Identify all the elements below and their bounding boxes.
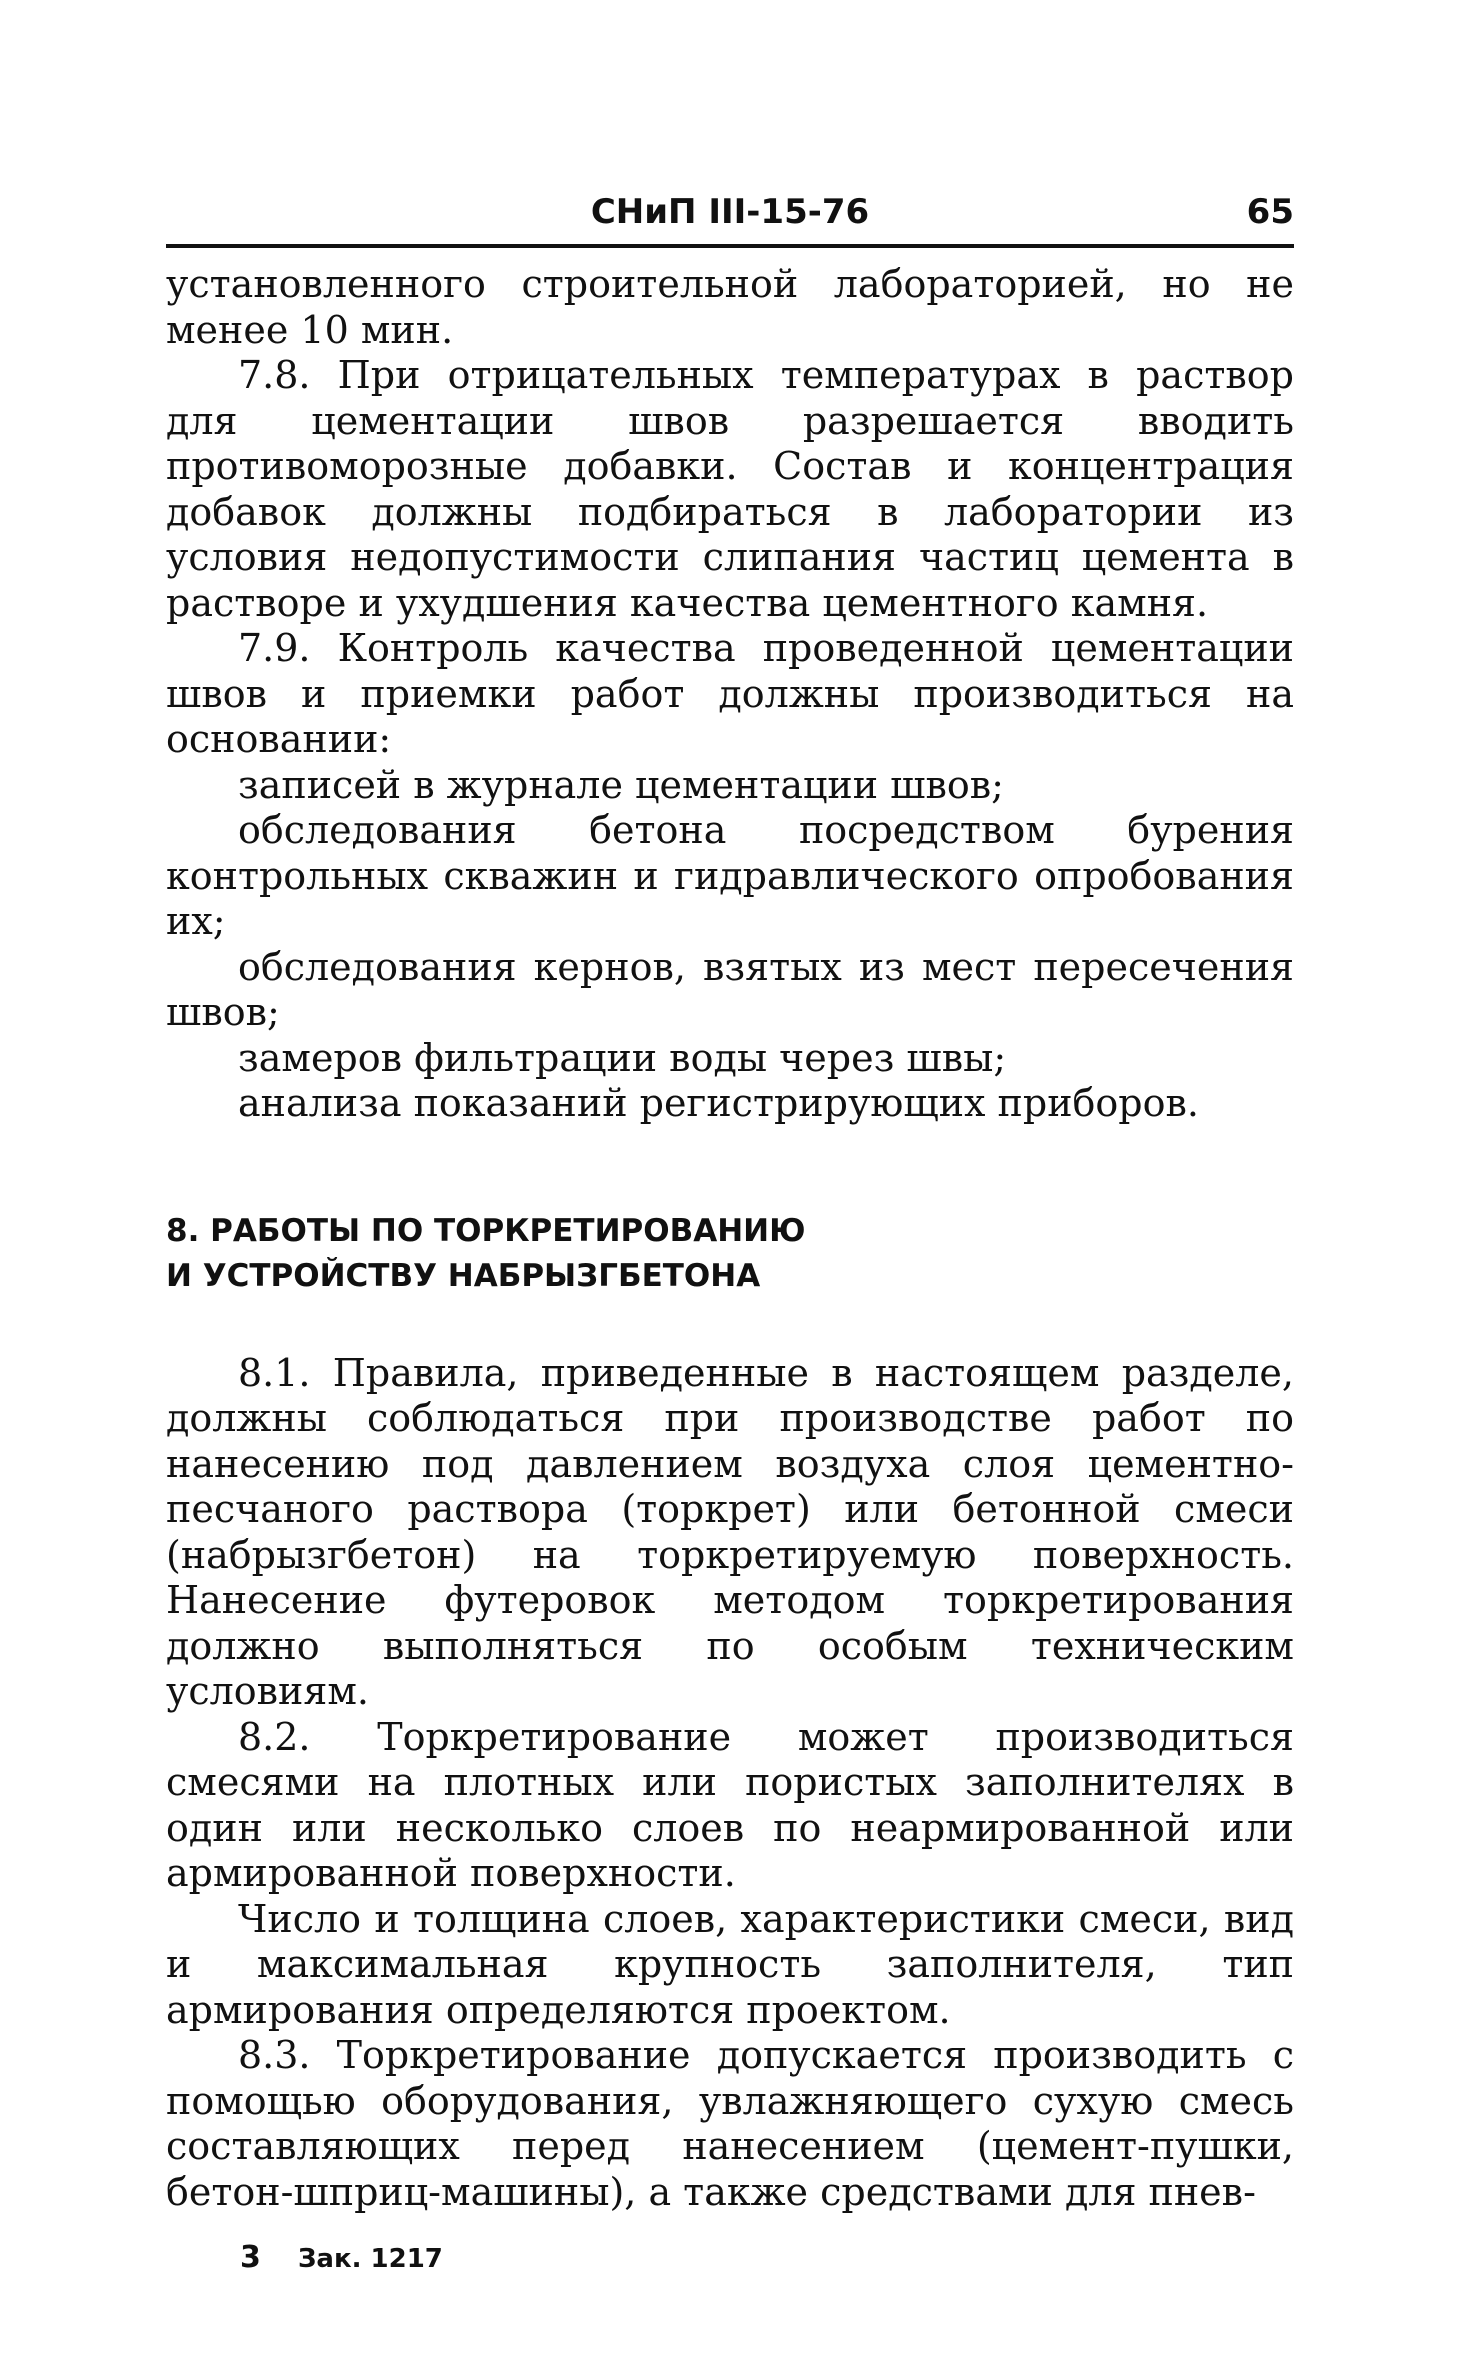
paragraph-8-2: 8.2. Торкретирование может производиться смесями на плотных или пористых заполнителях в один или несколько слоев по неармированной или армированной поверхности.: [166, 1714, 1294, 1895]
paragraph-8-2-continued: Число и толщина слоев, характеристики смеси, вид и максимальная крупность заполнителя, тип армирования определяются проектом.: [166, 1896, 1294, 2032]
section-heading-line: И УСТРОЙСТВУ НАБРЫЗГБЕТОНА: [166, 1257, 761, 1294]
list-item: обследования бетона посредством бурения контрольных скважин и гидравлического опробования их;: [166, 808, 1294, 943]
page-number: 65: [1246, 192, 1294, 232]
list-item: анализа показаний регистрирующих приборов.: [238, 1081, 1199, 1125]
document-page: [166, 0, 1294, 2363]
paragraph-8-3: 8.3. Торкретирование допускается производить с помощью оборудования, увлажняющего сухую смесь составляющих перед нанесением (цемент-пушки, бетон-шприц-машины), а также средствами для пнев-: [166, 2033, 1294, 2214]
paragraph-8-1: 8.1. Правила, приведенные в настоящем разделе, должны соблюдаться при производстве работ по нанесению под давлением воздуха слоя цементно-песчаного раствора (торкрет) или бетонной смеси (набрызгбетон) на торкретируемую поверхность. Нанесение футеровок методом торкретирования должно выполняться по особым техническим условиям.: [166, 1350, 1294, 1713]
section-heading-line: 8. РАБОТЫ ПО ТОРКРЕТИРОВАНИЮ: [166, 1212, 806, 1249]
document-code: СНиП III-15-76: [590, 192, 870, 232]
signature-mark: 3: [240, 2240, 261, 2275]
paragraph-7-8: 7.8. При отрицательных температурах в раствор для цементации швов разрешается вводить противоморозные добавки. Состав и концентрация добавок должны подбираться в лаборатории из условия недопустимости слипания частиц цемента в растворе и ухудшения качества цементного камня.: [166, 353, 1294, 625]
list-item: обследования кернов, взятых из мест пересечения швов;: [166, 944, 1294, 1034]
print-footer: [240, 2240, 443, 2275]
body-text: [166, 262, 1294, 2215]
section-heading: [166, 1209, 1294, 1299]
running-header: [166, 192, 1294, 248]
paragraph-continuation: установленного строительной лабораторией, но не менее 10 мин.: [166, 262, 1294, 352]
paragraph-7-9: 7.9. Контроль качества проведенной цементации швов и приемки работ должны производиться на основании:: [166, 626, 1294, 761]
order-number: Зак. 1217: [297, 2244, 443, 2274]
header-rule: [166, 244, 1294, 248]
list-item: записей в журнале цементации швов;: [238, 762, 1004, 807]
list-item: замеров фильтрации воды через швы;: [238, 1035, 1007, 1080]
